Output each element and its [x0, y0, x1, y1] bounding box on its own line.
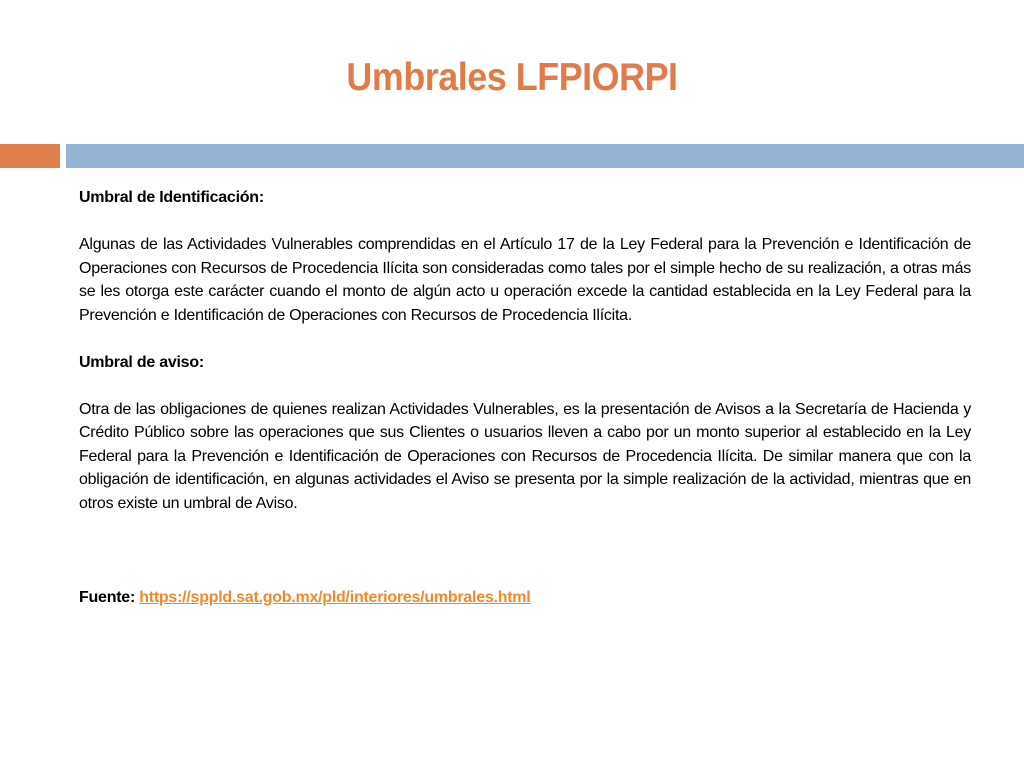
slide-content — [79, 186, 971, 610]
source-label: Fuente: — [79, 589, 140, 606]
spacer — [79, 515, 971, 586]
notice-threshold-body: Otra de las obligaciones de quienes realizan Actividades Vulnerables, es la presentación de Avisos a la Secretaría de Hacienda y Crédito Público sobre las operaciones que sus Clientes o usuarios lleven a cabo por un monto superior al establecido en la Ley Federal para la Prevención e Identificación de Operaciones con Recursos de Procedencia Ilícita. De similar manera que con la obligación de identificación, en algunas actividades el Aviso se presenta por la simple realización de la actividad, mientras que en otros existe un umbral de Aviso. — [79, 400, 971, 512]
slide-title: Umbrales LFPIORPI — [346, 56, 678, 99]
identification-threshold-heading: Umbral de Identificación: — [79, 189, 264, 206]
notice-threshold-heading: Umbral de aviso: — [79, 353, 204, 371]
spacer — [79, 210, 971, 234]
spacer — [79, 374, 971, 398]
accent-bar-orange — [0, 144, 60, 168]
identification-threshold-body: Algunas de las Actividades Vulnerables comprendidas en el Artículo 17 de la Ley Federal para la Prevención e Identificación de Operaciones con Recursos de Procedencia Ilícita son consideradas como tales por el simple hecho de su realización, a otras más se les otorga este carácter cuando el monto de algún acto u operación excede la cantidad establecida en la Ley Federal para la Prevención e Identificación de Operaciones con Recursos de Procedencia Ilícita. — [79, 236, 971, 324]
accent-bar-blue — [66, 144, 1024, 168]
source-line — [79, 586, 971, 610]
spacer — [79, 327, 971, 351]
source-link[interactable]: https://sppld.sat.gob.mx/pld/interiores/umbrales.html — [139, 589, 531, 606]
